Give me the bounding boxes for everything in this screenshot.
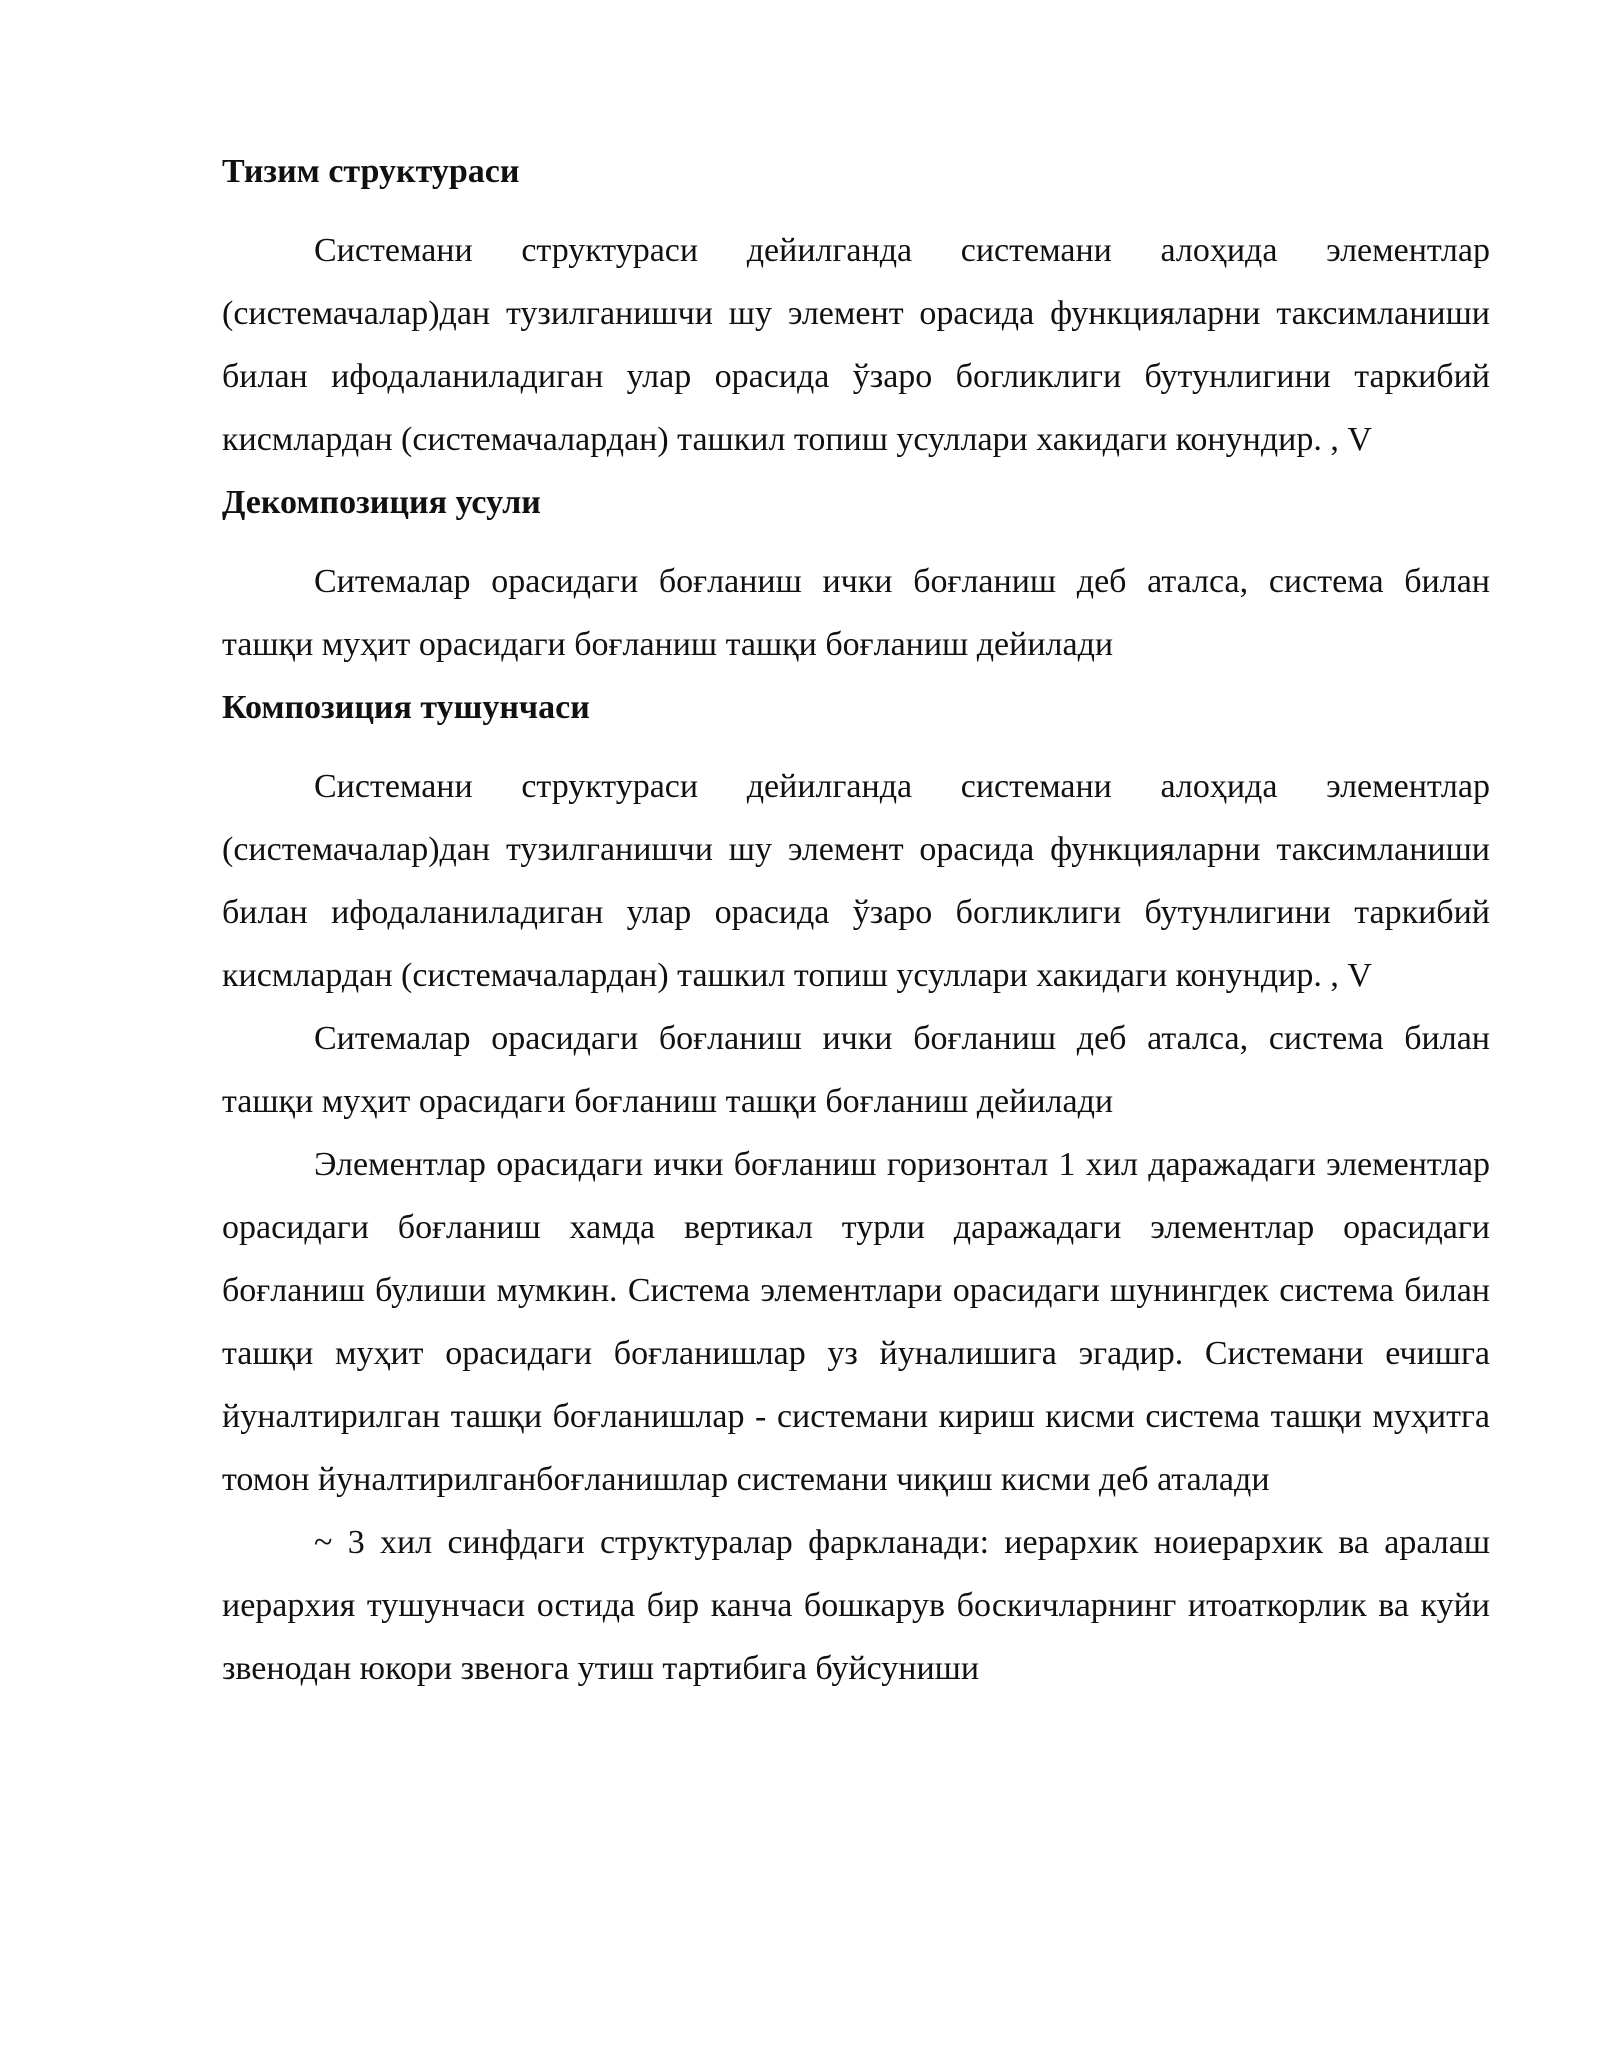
section-heading: Тизим структураси: [222, 153, 520, 190]
paragraph: Системани структураси дейилганда системани алоҳида элементлар (системачалар)дан тузилганишчи шу элемент орасида функцияларни таксимланиши билан ифодаланиладиган улар орасида ўзаро богликлиги бутунлигини таркибий кисмлардан (системачалардан) ташкил топиш усуллари хакидаги конундир. , V: [222, 768, 1490, 994]
paragraph: ~ 3 хил синфдаги структуралар фаркланади: иерархик ноиерархик ва аралаш иерархия тушунчаси остида бир канча бошкарув боскичларнинг итоаткорлик ва куйи звенодан юкори звенога утиш тартибига буйсуниши: [222, 1524, 1490, 1687]
section-heading: Декомпозиция усули: [222, 484, 541, 521]
paragraph: Ситемалар орасидаги боғланиш ички боғланиш деб аталса, система билан ташқи муҳит орасидаги боғланиш ташқи боғланиш дейилади: [222, 1020, 1490, 1120]
paragraph: Ситемалар орасидаги боғланиш ички боғланиш деб аталса, система билан ташқи муҳит орасидаги боғланиш ташқи боғланиш дейилади: [222, 563, 1490, 663]
section-heading: Композиция тушунчаси: [222, 689, 590, 726]
paragraph: Системани структураси дейилганда системани алоҳида элементлар (системачалар)дан тузилганишчи шу элемент орасида функцияларни таксимланиши билан ифодаланиладиган улар орасида ўзаро богликлиги бутунлигини таркибий кисмлардан (системачалардан) ташкил топиш усуллари хакидаги конундир. , V: [222, 232, 1490, 458]
document-page: [222, 140, 1490, 1700]
paragraph: Элементлар орасидаги ички боғланиш горизонтал 1 хил даражадаги элементлар орасидаги боғланиш хамда вертикал турли даражадаги элементлар орасидаги боғланиш булиши мумкин. Система элементлари орасидаги шунингдек система билан ташқи муҳит орасидаги боғланишлар уз йуналишига эгадир. Системани ечишга йуналтирилган ташқи боғланишлар - системани кириш кисми система ташқи муҳитга томон йуналтирилганбоғланишлар системани чиқиш кисми деб аталади: [222, 1146, 1490, 1498]
